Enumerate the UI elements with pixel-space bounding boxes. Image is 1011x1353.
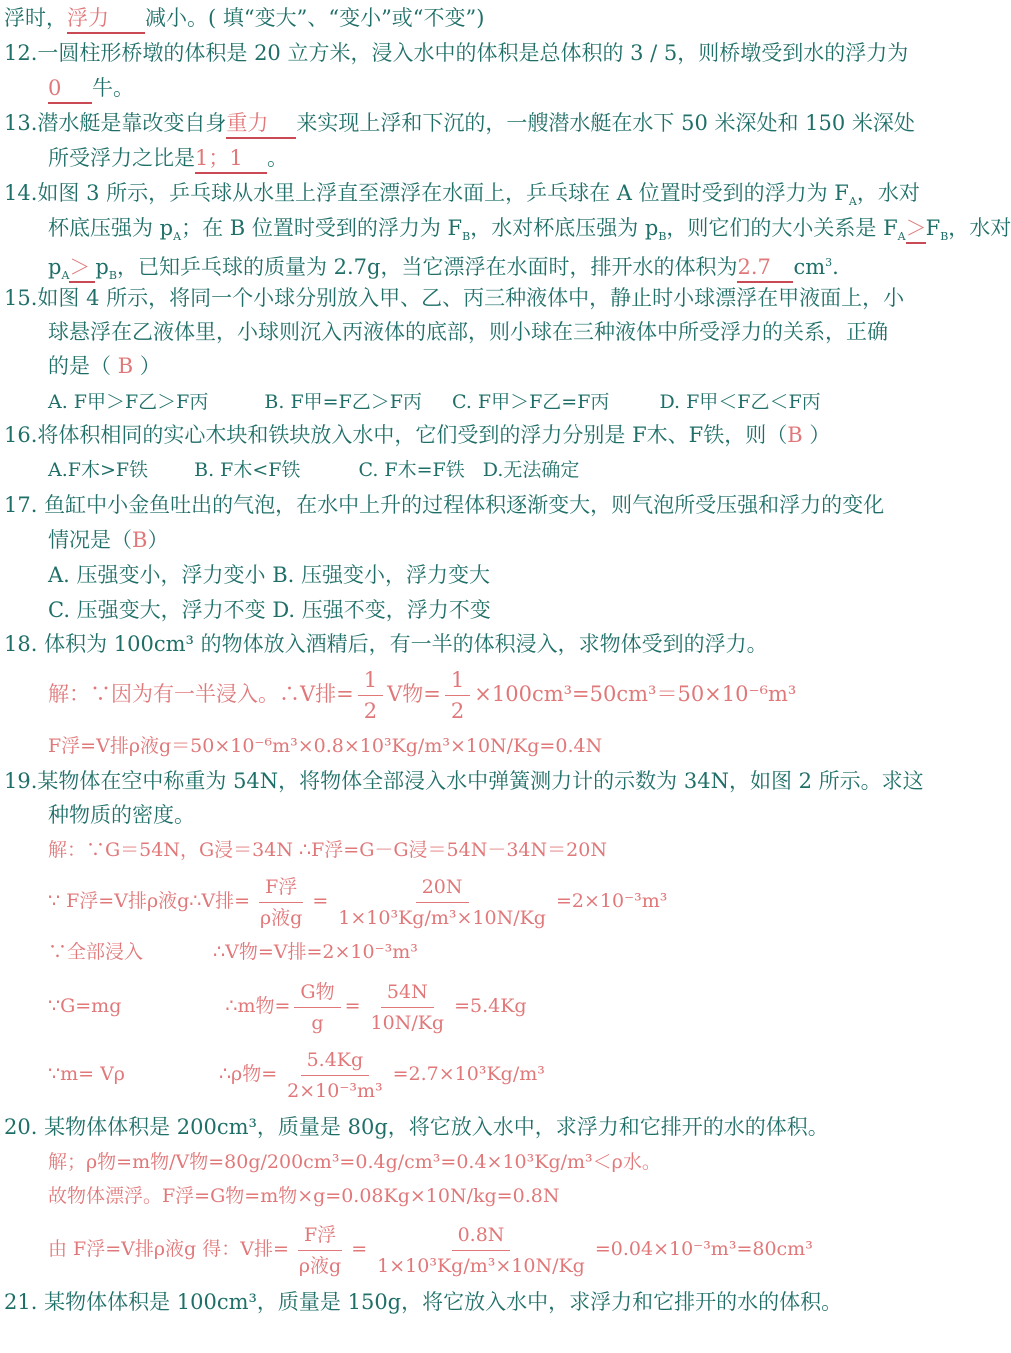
q11-text-post: 减小。( 填“变大”、“变小”或“不变”) [145,6,485,30]
q14-l2b: ；在 B 位置时受到的浮力为 F [181,216,463,240]
q14-blank-gt1: ＞ [906,214,926,244]
q19-sol-5 [48,1043,545,1106]
q14-sub-a: A [848,195,857,209]
q19-s3b: ∴V物=V排=2×10⁻³m³ [213,941,418,963]
q19-line1: 19.某物体在空中称重为 54N，将物体全部浸入水中弹簧测力计的示数为 34N，如图 2 所示。求这 [4,769,924,793]
q19-s4a: ∵G=mg [48,995,122,1017]
frac-num: 20N [416,872,469,903]
q14-sup: 3 [825,256,833,269]
q18-s1mid: V物= [387,682,441,706]
q15-l3post: ） [133,354,161,378]
q13-blank2: 1；1 [195,144,267,174]
q19-sol-4 [48,975,527,1038]
q19-s4b: ∴m物= [225,995,291,1017]
frac-num: 1 [445,665,470,696]
q14-l3b: p [95,255,109,279]
q19-s4post: =5.4Kg [454,995,527,1017]
q20-question: 20. 某物体体积是 200cm³，质量是 80g，将它放入水中，求浮力和它排开的水的体积。 [4,1115,829,1139]
q12-blank: 0 [48,74,92,104]
q13-mid: 来实现上浮和下沉的，一艘潜水艇在水下 50 米深处和 150 米深处 [296,111,915,135]
q14-dot: . [832,255,839,279]
q14-unit: cm [793,255,826,279]
q14-l3a: p [48,255,62,279]
q20-sol-1: 解；ρ物=m物/V物=80g/200cm³=0.4g/cm³=0.4×10³Kg/m³＜ρ水。 [48,1151,661,1173]
q17-l2post: ） [147,528,169,552]
q14-sub: B [462,230,471,244]
frac-den: 1×10³Kg/m³×10N/Kg [377,1254,585,1277]
q14-l2d: ，则它们的大小关系是 F [666,216,898,240]
q13-pre: 13.潜水艇是靠改变自身 [4,111,227,135]
q14-sub: B [940,230,949,244]
q16-option-d: D.无法确定 [482,459,580,481]
q15-line1: 15.如图 4 所示，将同一个小球分别放入甲、乙、丙三种液体中，静止时小球漂浮在甲液面上，小 [4,286,905,310]
q14-line1-text: 14.如图 3 所示，乒乓球从水里上浮直至漂浮在水面上，乒乓球在 A 位置时受到的浮力为 F [4,181,849,205]
q14-sub: A [897,230,906,244]
q16-option-a: A.F木>F铁 [48,459,149,481]
q17-l2pre: 情况是（ [48,528,132,552]
q20-sol-3 [48,1218,813,1281]
frac-den: ρ液g [260,906,303,929]
q15-options [48,388,821,416]
q19-frac-1 [254,872,308,933]
q12-line2 [48,74,134,104]
q14-l2e: F [925,216,941,240]
frac-den: 1×10³Kg/m³×10N/Kg [338,906,546,929]
q19-sol-1: 解：∵G＝54N，G浸＝34N ∴F浮=G－G浸＝54N－34N＝20N [48,839,607,861]
q16-line1 [4,421,830,449]
q19-sol-3 [48,938,418,966]
q15-option-c: C. F甲＞F乙=F丙 [451,391,610,413]
q18-solution-1 [48,664,796,726]
q14-sub: A [173,230,182,244]
q13-blank1: 重力 [226,109,296,139]
q15-l3pre: 的是（ [48,354,118,378]
q13-line1 [4,109,915,139]
q18-s1post: ×100cm³=50cm³＝50×10⁻⁶m³ [474,682,797,706]
q19-eq: = [344,995,361,1017]
frac-num: 5.4Kg [301,1045,370,1076]
q11-text: 浮时， [4,6,67,30]
q20-s3post: =0.04×10⁻³m³=80cm³ [594,1238,813,1260]
q14-l3c: ，已知乒乓球的质量为 2.7g，当它漂浮在水面时，排开水的体积为 [116,255,738,279]
q12-line1: 12.一圆柱形桥墩的体积是 20 立方米，浸入水中的体积是总体积的 3 / 5，则桥墩受到水的浮力为 [4,41,909,65]
q19-sol-2 [48,870,667,933]
q15-option-a: A. F甲＞F乙＞F丙 [48,391,209,413]
q16-l1post: ） [802,423,831,447]
q20-frac-2 [371,1220,591,1281]
frac-den: 2 [450,699,465,723]
q19-eq: = [312,890,329,912]
q12-post: 牛。 [92,76,134,100]
q21-question: 21. 某物体体积是 100cm³，质量是 150g，将它放入水中，求浮力和它排开的水的体积。 [4,1290,843,1314]
q15-option-d: D. F甲＜F乙＜F丙 [659,391,821,413]
frac-num: 1 [358,665,383,696]
q15-line2: 球悬浮在乙液体里，小球则沉入丙液体的底部，则小球在三种液体中所受浮力的关系，正确 [48,320,888,344]
q13-line2-post: 。 [267,146,288,170]
q14-l2a: 杯底压强为 p [48,216,174,240]
q19-s5b: ∴ρ物= [218,1063,278,1085]
q16-answer: B [787,423,803,447]
frac-den: 2 [363,699,378,723]
q14-l2c: ，水对杯底压强为 p [470,216,659,240]
q14-sub: B [658,230,667,244]
q16-option-c: C. F木=F铁 [358,459,465,481]
q14-line1-tail: ，水对 [856,181,920,205]
q18-frac-half [358,665,383,726]
q16-option-b: B. F木<F铁 [194,459,301,481]
q19-s5a: ∵m= Vρ [48,1063,125,1085]
q20-s3pre: 由 F浮=V排ρ液g 得：V排= [48,1238,289,1260]
frac-den: 10N/Kg [370,1011,445,1034]
q14-comma: ，水对 [948,216,1011,240]
q17-options-cd: C. 压强变大，浮力不变 D. 压强不变，浮力不变 [48,598,491,622]
q16-options [48,456,579,484]
q15-line3 [48,352,161,380]
q16-l1pre: 16.将体积相同的实心木块和铁块放入水中，它们受到的浮力分别是 F木、F铁，则（ [4,423,788,447]
q19-s3a: ∵全部浸入 [48,941,144,963]
q14-sub: B [108,269,117,283]
q18-question: 18. 体积为 100cm³ 的物体放入酒精后，有一半的体积浸入，求物体受到的浮力。 [4,632,768,656]
frac-num: 54N [381,977,434,1008]
q19-frac-3 [294,977,340,1038]
q14-blank-gt2: ＞ [69,253,95,283]
q19-frac-2 [332,872,552,933]
q20-sol-2: 故物体漂浮。F浮=G物=m物×g=0.08Kg×10N/kg=0.8N [48,1185,560,1207]
q13-line2-pre: 所受浮力之比是 [48,146,195,170]
q17-line1: 17. 鱼缸中小金鱼吐出的气泡，在水中上升的过程体积逐渐变大，则气泡所受压强和浮力的变化 [4,493,885,517]
q15-option-b: B. F甲=F乙＞F丙 [264,391,422,413]
q19-frac-4 [365,977,451,1038]
frac-den: 2×10⁻³m³ [287,1079,383,1102]
q17-options-ab: A. 压强变小，浮力变小 B. 压强变小，浮力变大 [48,563,490,587]
q19-s2post: =2×10⁻³m³ [555,890,668,912]
q19-s5post: =2.7×10³Kg/m³ [392,1063,545,1085]
frac-num: G物 [294,977,340,1008]
q18-solution-2: F浮=V排ρ液g＝50×10⁻⁶m³×0.8×10³Kg/m³×10N/Kg=0.4N [48,735,603,757]
frac-num: F浮 [259,872,303,903]
q19-s2pre: ∵ F浮=V排ρ液g∴V排= [48,890,251,912]
q18-s1pre: 解：∵因为有一半浸入。∴V排= [48,682,354,706]
frac-den: ρ液g [298,1254,342,1277]
q11-tail [4,4,484,34]
q18-frac-half-2 [445,665,470,726]
q19-line2: 种物质的密度。 [48,803,195,827]
q20-eq: = [351,1238,368,1260]
q17-answer: B [132,528,148,552]
q11-blank: 浮力 [67,4,145,34]
q14-line2 [48,214,1011,251]
q15-answer: B [117,354,134,378]
q14-blank-vol: 2.7 [737,253,793,283]
frac-num: 0.8N [452,1220,511,1251]
q14-sub: A [61,269,70,283]
q13-line2 [48,144,288,174]
frac-den: g [311,1011,324,1034]
q14-line1 [4,179,920,216]
q17-line2 [48,526,168,554]
frac-num: F浮 [298,1220,342,1251]
q20-frac-1 [293,1220,347,1281]
q19-frac-5 [281,1045,388,1106]
